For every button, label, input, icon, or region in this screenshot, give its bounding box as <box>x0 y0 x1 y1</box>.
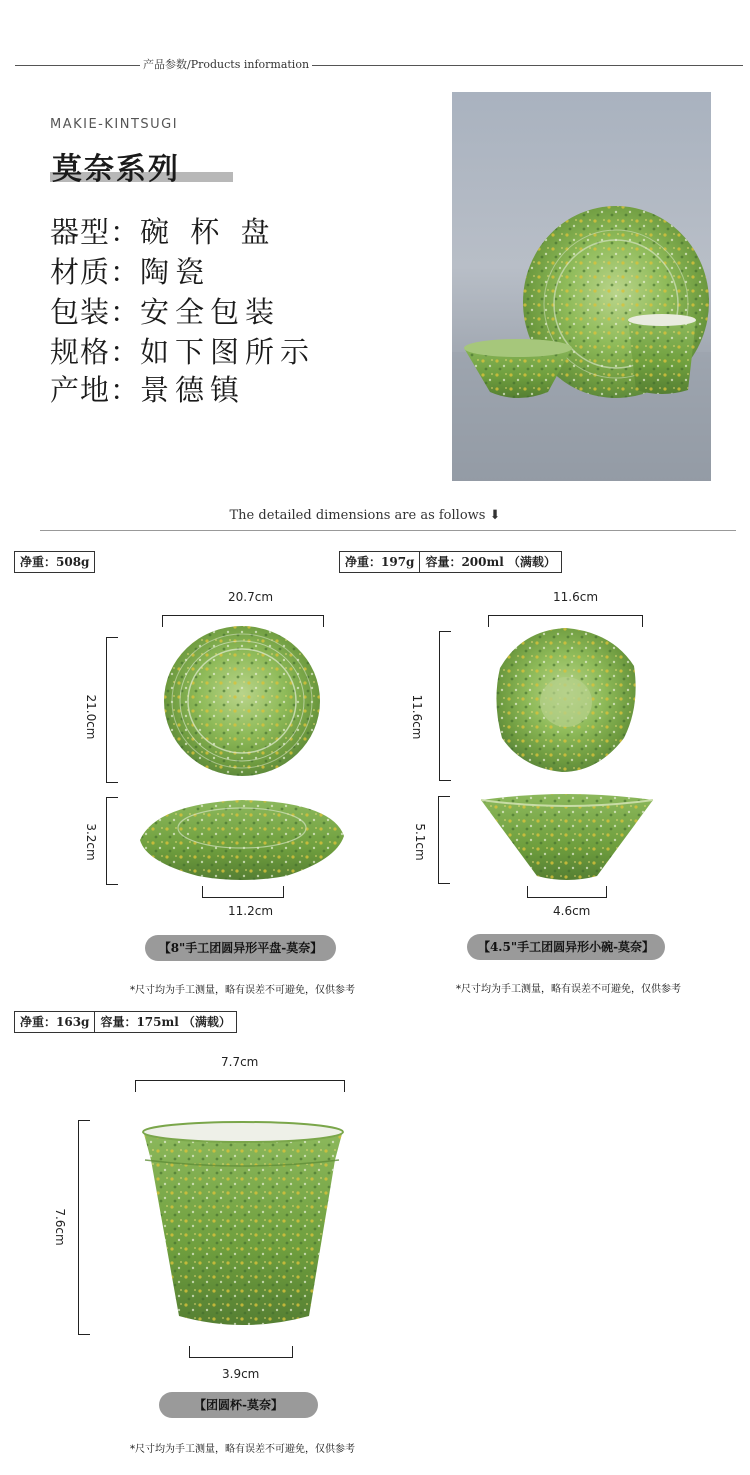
cup-base-bracket <box>189 1346 293 1358</box>
plate-note: *尺寸均为手工测量，略有误差不可避免，仅供参考 <box>130 985 355 996</box>
bowl-note: *尺寸均为手工测量，略有误差不可避免，仅供参考 <box>456 984 681 995</box>
bowl-base-bracket <box>527 886 607 898</box>
cup-name-pill: 【团圆杯-莫奈】 <box>159 1392 318 1418</box>
cup-width-bracket <box>135 1080 345 1092</box>
spec-item-type <box>50 210 275 251</box>
bowl-depth-bracket <box>439 631 451 781</box>
cup-weight: 净重：163g <box>20 1015 90 1029</box>
spec-value: 陶瓷 <box>140 255 211 289</box>
cup-height-label: 7.6cm <box>53 1208 67 1246</box>
cup-front-view <box>141 1120 345 1338</box>
spec-item-material <box>50 250 210 291</box>
bowl-width-label: 11.6cm <box>553 590 599 604</box>
bowl-height-label: 5.1cm <box>413 823 427 861</box>
plate-depth-label: 21.0cm <box>84 694 98 740</box>
bowl-top-view <box>492 626 640 778</box>
spec-value: 如下图所示 <box>140 335 316 369</box>
section-caption: 产品参数/Products information <box>140 56 312 72</box>
spec-item-packaging <box>50 290 280 331</box>
cup-capacity: 容量：175ml （满载） <box>94 1012 235 1032</box>
bowl-side-view <box>479 790 655 890</box>
bowl-base-label: 4.6cm <box>553 904 591 918</box>
plate-weight-tag: 净重：508g <box>14 551 95 573</box>
hero-product-photo <box>452 92 711 481</box>
bowl-depth-label: 11.6cm <box>410 694 424 740</box>
cup-info-tag <box>14 1011 237 1033</box>
spec-value: 景德镇 <box>140 373 246 407</box>
cup-height-bracket <box>78 1120 90 1335</box>
spec-key: 产地： <box>50 373 141 407</box>
plate-base-label: 11.2cm <box>228 904 274 918</box>
spec-item-origin <box>50 368 245 409</box>
dimensions-divider <box>40 530 736 531</box>
plate-width-label: 20.7cm <box>228 590 274 604</box>
hero-cup <box>628 314 696 394</box>
cup-width-label: 7.7cm <box>221 1055 259 1069</box>
spec-key: 规格： <box>50 335 141 369</box>
plate-top-view <box>162 624 322 782</box>
spec-key: 器型： <box>50 215 141 249</box>
brand-name: MAKIE-KINTSUGI <box>50 117 179 132</box>
plate-height-label: 3.2cm <box>84 823 98 861</box>
cup-note: *尺寸均为手工测量，略有误差不可避免，仅供参考 <box>130 1444 355 1455</box>
spec-item-size <box>50 330 315 371</box>
spec-value: 安全包装 <box>140 295 281 329</box>
plate-side-view <box>136 798 348 888</box>
plate-name-pill: 【8"手工团圆异形平盘-莫奈】 <box>145 935 336 961</box>
bowl-name-pill: 【4.5"手工团圆异形小碗-莫奈】 <box>467 934 665 960</box>
bowl-height-bracket <box>438 796 450 884</box>
spec-value: 碗 杯 盘 <box>140 215 276 249</box>
series-title: 莫奈系列 <box>52 152 180 187</box>
plate-depth-bracket <box>106 637 118 783</box>
bowl-info-tag <box>339 551 562 573</box>
bowl-weight: 净重：197g <box>345 555 415 569</box>
spec-key: 材质： <box>50 255 141 289</box>
cup-base-label: 3.9cm <box>222 1367 260 1381</box>
plate-base-bracket <box>202 886 284 898</box>
header-divider <box>15 65 743 66</box>
spec-key: 包装： <box>50 295 141 329</box>
dimensions-caption: The detailed dimensions are as follows ⬇ <box>229 508 501 523</box>
bowl-capacity: 容量：200ml （满载） <box>419 552 560 572</box>
plate-height-bracket <box>106 797 118 885</box>
